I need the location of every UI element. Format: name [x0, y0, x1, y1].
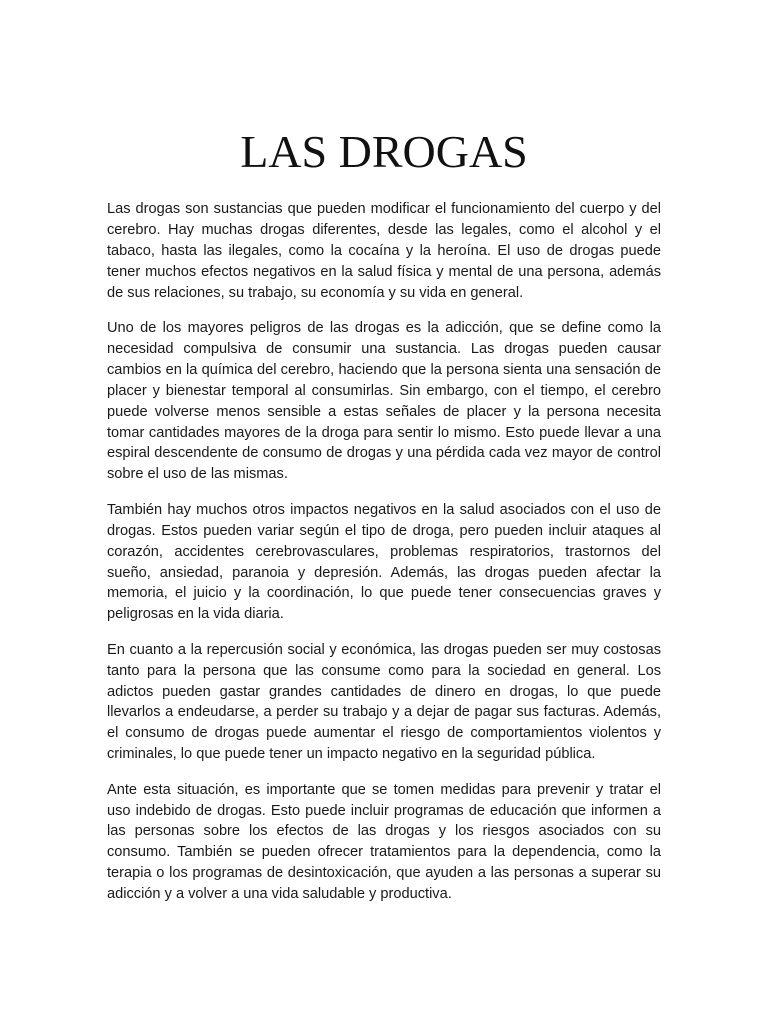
paragraph-5: Ante esta situación, es importante que se tomen medidas para prevenir y tratar el uso indebido de drogas. Esto puede incluir programas de educación que informen a las personas sobre los efectos de las drogas y los riesgos asociados con su consumo. También se pueden ofrecer tratamientos para la dependencia, como la terapia o los programas de desintoxicación, que ayuden a las personas a superar su adicción y a volver a una vida saludable y productiva.	[107, 781, 661, 903]
paragraph-3: También hay muchos otros impactos negativos en la salud asociados con el uso de drogas. Estos pueden variar según el tipo de droga, pero pueden incluir ataques al corazón, accidentes cerebrovasculares, problemas respiratorios, trastornos del sueño, ansiedad, paranoia y depresión. Además, las drogas pueden afectar la memoria, el juicio y la coordinación, lo que puede tener consecuencias graves y peligrosas en la vida diaria.	[107, 501, 661, 623]
document-title: LAS DROGAS	[240, 126, 528, 177]
paragraph-4: En cuanto a la repercusión social y económica, las drogas pueden ser muy costosas tanto para la persona que las consume como para la sociedad en general. Los adictos pueden gastar grandes cantidades de dinero en drogas, lo que puede llevarlos a endeudarse, a perder su trabajo y a dejar de pagar sus facturas. Además, el consumo de drogas puede aumentar el riesgo de comportamientos violentos y criminales, lo que puede tener un impacto negativo en la seguridad pública.	[107, 641, 661, 763]
document-body	[107, 199, 661, 920]
paragraph-2: Uno de los mayores peligros de las drogas es la adicción, que se define como la necesidad compulsiva de consumir una sustancia. Las drogas pueden causar cambios en la química del cerebro, haciendo que la persona sienta una sensación de placer y bienestar temporal al consumirlas. Sin embargo, con el tiempo, el cerebro puede volverse menos sensible a estas señales de placer y la persona necesita tomar cantidades mayores de la droga para sentir lo mismo. Esto puede llevar a una espiral descendente de consumo de drogas y una pérdida cada vez mayor de control sobre el uso de las mismas.	[107, 320, 661, 483]
paragraph-1: Las drogas son sustancias que pueden modificar el funcionamiento del cuerpo y del cerebro. Hay muchas drogas diferentes, desde las legales, como el alcohol y el tabaco, hasta las ilegales, como la cocaína y la heroína. El uso de drogas puede tener muchos efectos negativos en la salud física y mental de una persona, además de sus relaciones, su trabajo, su economía y su vida en general.	[107, 201, 661, 301]
